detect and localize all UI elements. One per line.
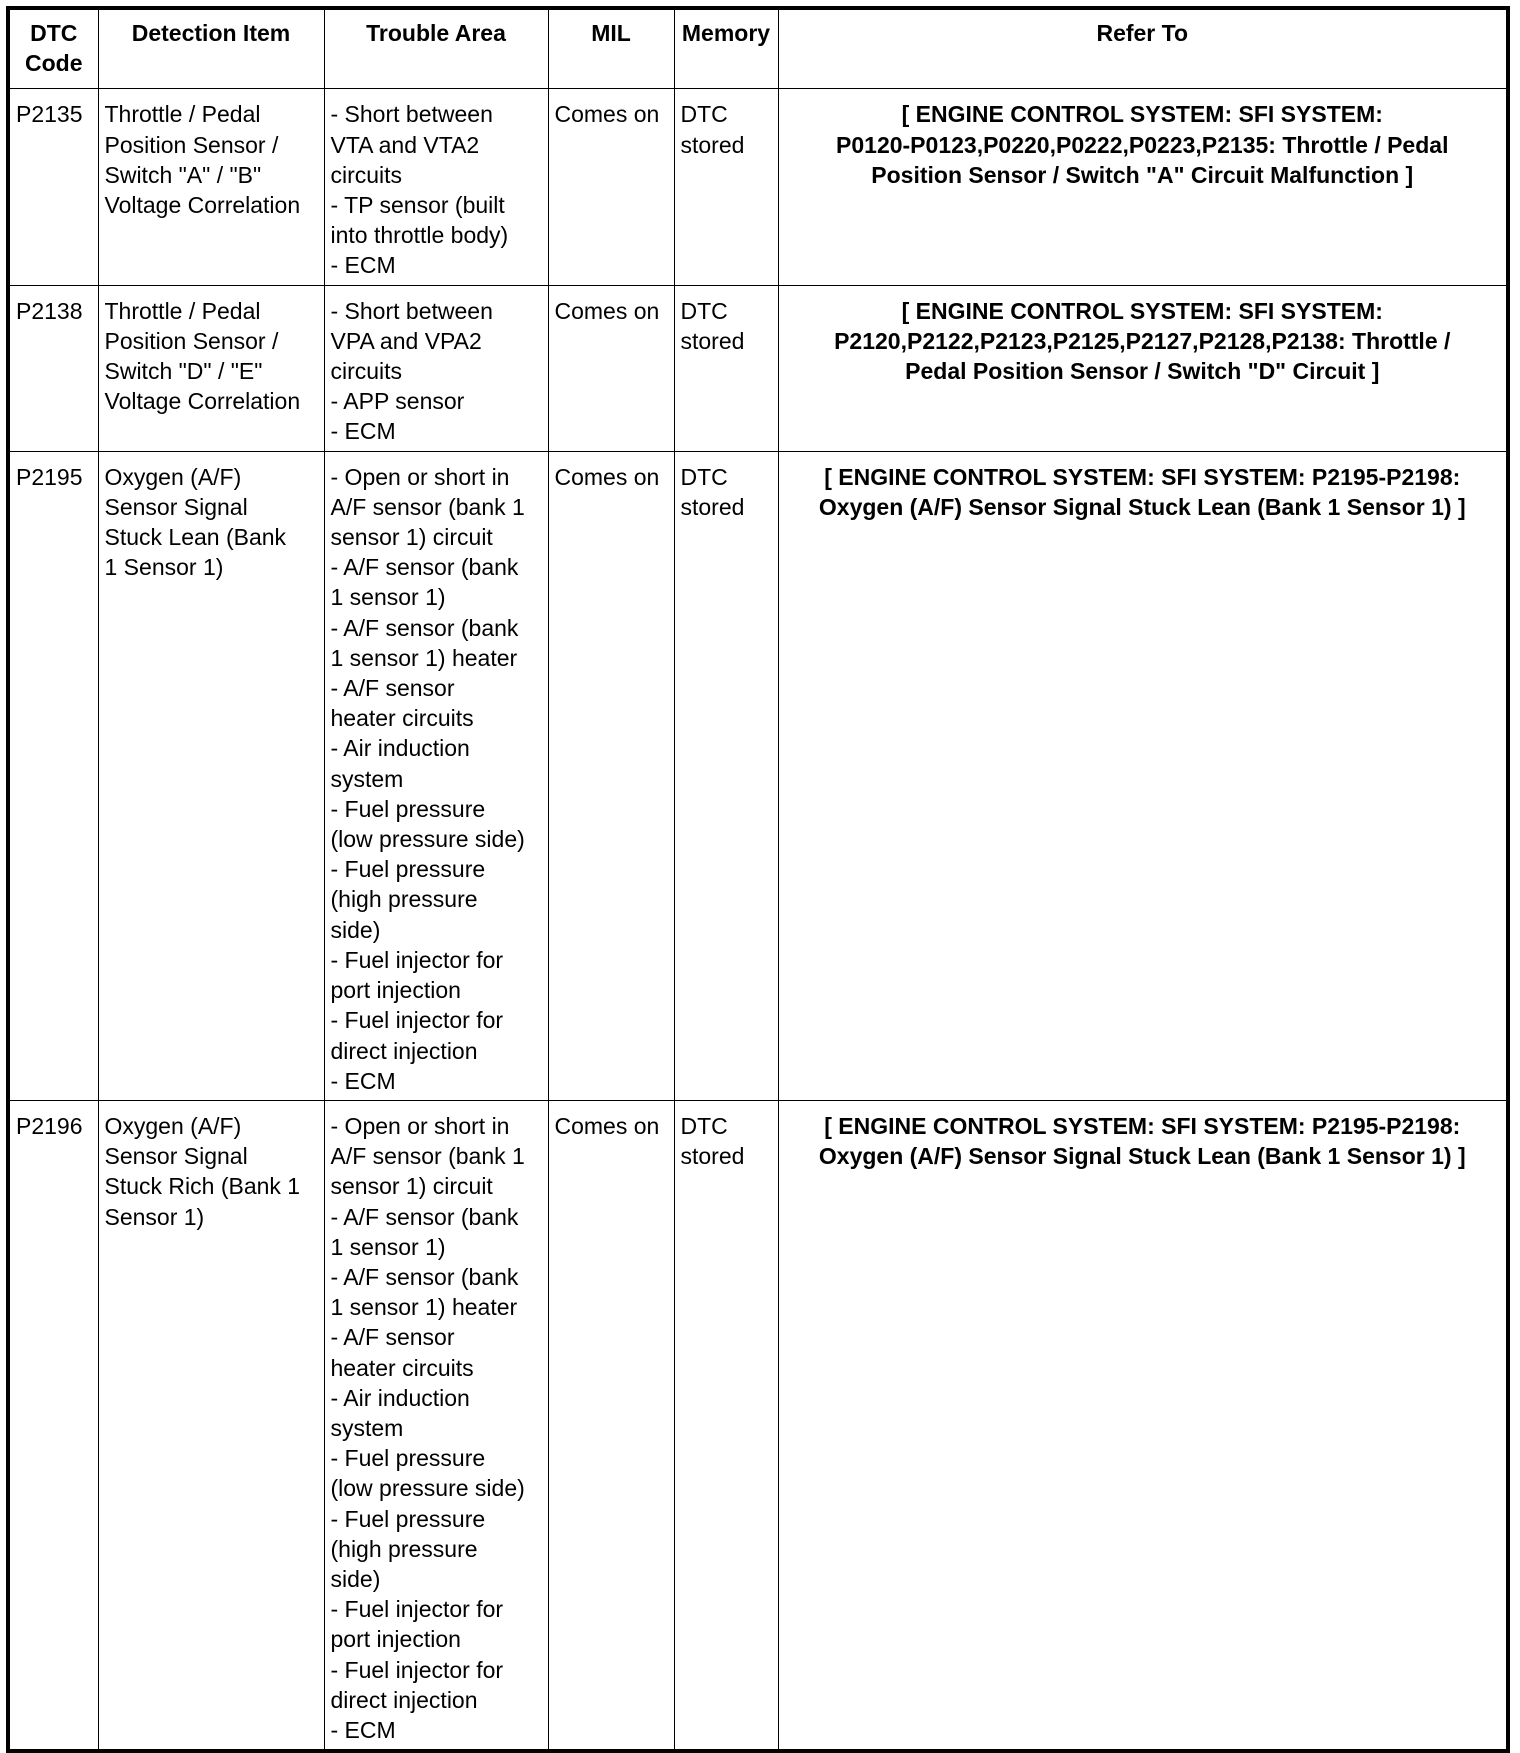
memory-cell [674,1100,778,1751]
refer-to-line: P0120-P0123,P0220,P0222,P0223,P2135: Throttle / Pedal [836,131,1449,158]
memory-line: DTC [680,297,728,324]
header-refer-to: Refer To [778,8,1508,89]
trouble-area-line: - ECM [330,1067,396,1094]
table-row [8,285,1508,451]
trouble-area-line: - Fuel injector for [330,1596,504,1623]
refer-to-line: Position Sensor / Switch "A" Circuit Malfunction ] [871,161,1414,188]
refer-to-line: [ ENGINE CONTROL SYSTEM: SFI SYSTEM: P2195-P2198: [824,1112,1461,1139]
trouble-area-line: (low pressure side) [330,826,525,853]
dtc-code-cell: P2196 [8,1100,98,1751]
trouble-area-line: direct injection [330,1037,478,1064]
trouble-area-line: port injection [330,1626,461,1653]
trouble-area-line: heater circuits [330,705,474,732]
trouble-area-line: - Fuel injector for [330,946,504,973]
detection-item-line: Stuck Rich (Bank 1 [104,1173,301,1200]
trouble-area-line: - A/F sensor (bank [330,554,519,581]
trouble-area-line: - Short between [330,101,493,128]
trouble-area-line: sensor 1) circuit [330,524,493,551]
trouble-area-line: - TP sensor (built [330,192,505,219]
mil-cell: Comes on [548,1100,674,1751]
trouble-area-line: (low pressure side) [330,1475,525,1502]
detection-item-line: Oxygen (A/F) [104,1112,242,1139]
header-detection-item: Detection Item [98,8,324,89]
trouble-area-line: circuits [330,358,403,385]
detection-item-line: Stuck Lean (Bank [104,524,287,551]
trouble-area-line: heater circuits [330,1354,474,1381]
trouble-area-line: - Fuel pressure [330,1445,486,1472]
trouble-area-line: - A/F sensor (bank [330,1203,519,1230]
detection-item-line: Switch "D" / "E" [104,358,263,385]
trouble-area-line: - ECM [330,1716,396,1743]
trouble-area-line: - A/F sensor (bank [330,614,519,641]
dtc-table-container [6,6,1510,1743]
detection-item-cell [98,89,324,285]
trouble-area-line: A/F sensor (bank 1 [330,1143,525,1170]
trouble-area-line: direct injection [330,1686,478,1713]
trouble-area-line: side) [330,916,381,943]
trouble-area-line: - ECM [330,418,396,445]
trouble-area-line: - Short between [330,297,493,324]
trouble-area-line: - Fuel pressure [330,856,486,883]
refer-to-cell [778,1100,1508,1751]
mil-cell: Comes on [548,89,674,285]
trouble-area-line: - Air induction [330,1384,470,1411]
trouble-area-line: VTA and VTA2 [330,131,480,158]
refer-to-cell [778,89,1508,285]
detection-item-line: Throttle / Pedal [104,297,261,324]
mil-cell: Comes on [548,451,674,1100]
mil-cell: Comes on [548,285,674,451]
memory-line: DTC [680,1112,728,1139]
trouble-area-cell [324,285,548,451]
detection-item-line: Position Sensor / [104,327,279,354]
dtc-code-cell: P2195 [8,451,98,1100]
table-row [8,89,1508,285]
memory-line: stored [680,1143,745,1170]
trouble-area-line: circuits [330,161,403,188]
trouble-area-line: - A/F sensor [330,1324,455,1351]
refer-to-line: [ ENGINE CONTROL SYSTEM: SFI SYSTEM: P2195-P2198: [824,463,1461,490]
detection-item-line: Position Sensor / [104,131,279,158]
detection-item-line: Voltage Correlation [104,192,301,219]
refer-to-line: Pedal Position Sensor / Switch "D" Circuit ] [905,358,1380,385]
table-row [8,451,1508,1100]
trouble-area-line: 1 sensor 1) heater [330,644,518,671]
refer-to-line: Oxygen (A/F) Sensor Signal Stuck Lean (Bank 1 Sensor 1) ] [818,493,1466,520]
memory-line: stored [680,131,745,158]
dtc-code-cell: P2135 [8,89,98,285]
trouble-area-line: A/F sensor (bank 1 [330,493,525,520]
trouble-area-cell [324,89,548,285]
header-memory: Memory [674,8,778,89]
trouble-area-line: sensor 1) circuit [330,1173,493,1200]
refer-to-line: P2120,P2122,P2123,P2125,P2127,P2128,P2138: Throttle / [834,327,1451,354]
detection-item-line: Oxygen (A/F) [104,463,242,490]
trouble-area-line: port injection [330,977,461,1004]
trouble-area-line: - ECM [330,252,396,279]
detection-item-line: Sensor Signal [104,493,248,520]
memory-line: DTC [680,101,728,128]
trouble-area-line: VPA and VPA2 [330,327,482,354]
dtc-table [6,6,1510,1753]
detection-item-line: Voltage Correlation [104,388,301,415]
header-trouble-area: Trouble Area [324,8,548,89]
trouble-area-line: into throttle body) [330,222,509,249]
trouble-area-line: 1 sensor 1) heater [330,1294,518,1321]
dtc-code-cell: P2138 [8,285,98,451]
trouble-area-line: - Fuel injector for [330,1007,504,1034]
trouble-area-line: (high pressure [330,886,478,913]
detection-item-cell [98,1100,324,1751]
trouble-area-cell [324,1100,548,1751]
trouble-area-line: - Fuel pressure [330,1505,486,1532]
detection-item-cell [98,451,324,1100]
trouble-area-cell [324,451,548,1100]
detection-item-line: Sensor Signal [104,1143,248,1170]
refer-to-line: [ ENGINE CONTROL SYSTEM: SFI SYSTEM: [901,101,1383,128]
detection-item-line: Sensor 1) [104,1203,205,1230]
memory-line: DTC [680,463,728,490]
refer-to-cell [778,285,1508,451]
trouble-area-line: - Air induction [330,735,470,762]
trouble-area-line: - Fuel pressure [330,795,486,822]
trouble-area-line: - APP sensor [330,388,465,415]
header-dtc-code: DTC Code [8,8,98,89]
detection-item-line: Throttle / Pedal [104,101,261,128]
refer-to-line: Oxygen (A/F) Sensor Signal Stuck Lean (Bank 1 Sensor 1) ] [818,1143,1466,1170]
trouble-area-line: system [330,1414,404,1441]
trouble-area-line: - A/F sensor (bank [330,1263,519,1290]
trouble-area-line: - Fuel injector for [330,1656,504,1683]
refer-to-cell [778,451,1508,1100]
trouble-area-line: 1 sensor 1) [330,1233,446,1260]
detection-item-line: 1 Sensor 1) [104,554,224,581]
trouble-area-line: 1 sensor 1) [330,584,446,611]
header-mil: MIL [548,8,674,89]
memory-cell [674,89,778,285]
detection-item-line: Switch "A" / "B" [104,161,262,188]
trouble-area-line: - A/F sensor [330,675,455,702]
trouble-area-line: - Open or short in [330,463,510,490]
table-header-row [8,8,1508,89]
memory-cell [674,451,778,1100]
trouble-area-line: side) [330,1565,381,1592]
trouble-area-line: (high pressure [330,1535,478,1562]
memory-line: stored [680,327,745,354]
trouble-area-line: - Open or short in [330,1112,510,1139]
memory-cell [674,285,778,451]
memory-line: stored [680,493,745,520]
detection-item-cell [98,285,324,451]
refer-to-line: [ ENGINE CONTROL SYSTEM: SFI SYSTEM: [901,297,1383,324]
trouble-area-line: system [330,765,404,792]
table-row [8,1100,1508,1751]
